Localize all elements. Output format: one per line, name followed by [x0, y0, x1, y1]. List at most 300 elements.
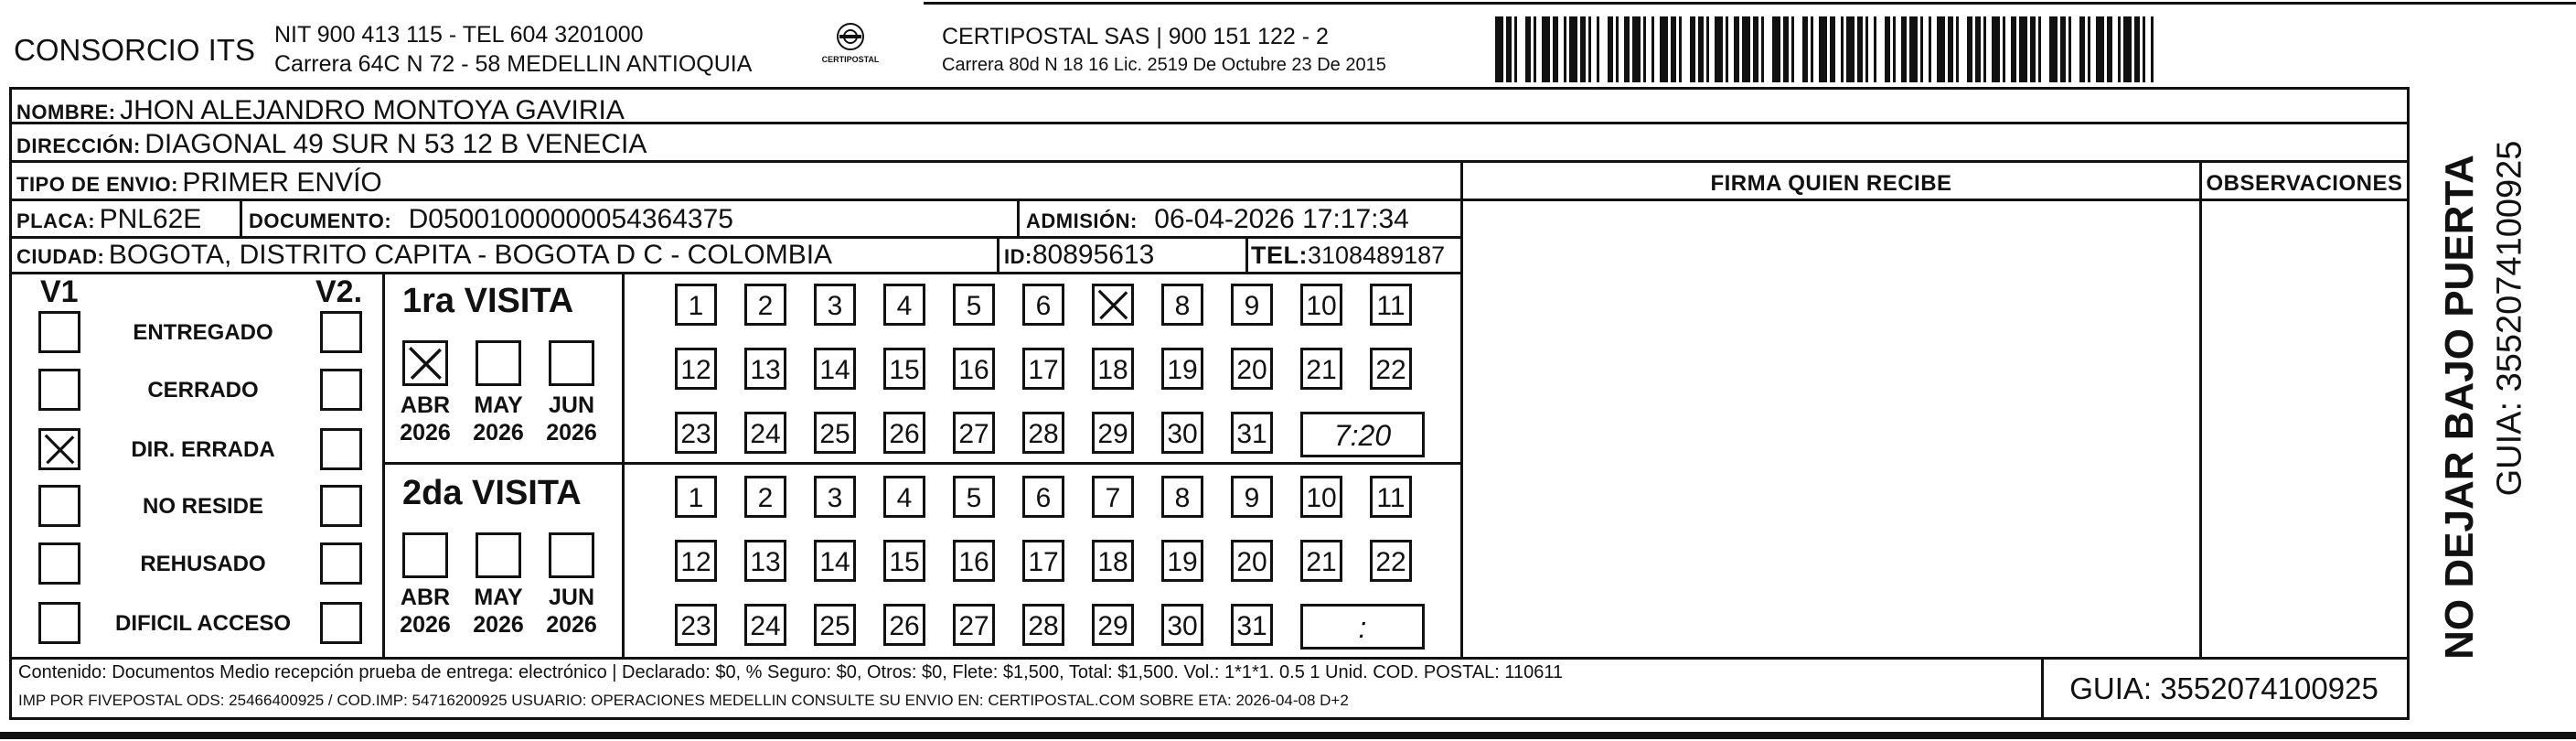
- firma-header: FIRMA QUIEN RECIBE: [1710, 171, 1952, 196]
- day-box[interactable]: [814, 284, 856, 326]
- day-box[interactable]: [1161, 604, 1203, 646]
- barcode-bar: [1525, 16, 1531, 82]
- visit-title: 1ra VISITA: [402, 282, 574, 320]
- footer-guia: GUIA: 3552074100925: [2069, 671, 2378, 705]
- barcode-bar: [2068, 16, 2071, 82]
- tel-row: [1251, 242, 1445, 270]
- day-box[interactable]: [744, 348, 786, 390]
- barcode-bar: [1706, 16, 1709, 82]
- day-box[interactable]: [1161, 412, 1203, 454]
- certipostal-logo: [814, 20, 887, 75]
- day-box[interactable]: [953, 540, 995, 582]
- barcode-bar: [1956, 16, 1959, 82]
- carrier-line: CERTIPOSTAL SAS | 900 151 122 - 2: [942, 24, 1329, 49]
- day-number: 31: [1236, 419, 1267, 449]
- day-number: 3: [827, 483, 843, 513]
- visit-time-box[interactable]: [1300, 412, 1425, 457]
- month-year: 2026: [400, 420, 451, 446]
- day-box[interactable]: [1231, 348, 1273, 390]
- barcode-bar: [2096, 16, 2104, 82]
- visit-time-box[interactable]: [1300, 604, 1425, 650]
- admision-divider: [1017, 199, 1020, 236]
- tipo-envio-value: PRIMER ENVÍO: [182, 167, 382, 198]
- month-checkbox[interactable]: [549, 340, 594, 386]
- day-box[interactable]: [1231, 540, 1273, 582]
- v1-checkbox[interactable]: [38, 485, 80, 527]
- barcode-bar: [1726, 16, 1728, 82]
- day-box[interactable]: [883, 476, 925, 518]
- obs-left-border: [2199, 160, 2202, 659]
- visit-divider: [382, 462, 1463, 465]
- day-number: 18: [1097, 547, 1128, 577]
- barcode-bar: [1772, 16, 1780, 82]
- barcode-bar: [1830, 16, 1835, 82]
- no-dejar-warning: NO DEJAR BAJO PUERTA: [2437, 155, 2482, 660]
- footer-contenido: Contenido: Documentos Medio recepción prueba de entrega: electrónico | Declarado: $0, % Seguro: $0, Otros: $0, Flete: $1,500, Total: $1,500. Vol.: 1*1*1. 0.5 1 Unid. COD. POSTAL: 110611: [18, 662, 1564, 682]
- certipostal-logo-icon: [814, 20, 887, 75]
- barcode-bar: [2143, 16, 2145, 82]
- barcode-bar: [1846, 16, 1855, 82]
- month-name: MAY: [474, 585, 523, 610]
- day-box[interactable]: [883, 412, 925, 454]
- day-number: 1: [688, 291, 704, 321]
- day-number: 12: [680, 355, 711, 385]
- day-box[interactable]: [744, 412, 786, 454]
- day-box[interactable]: [1092, 284, 1134, 326]
- day-box[interactable]: [1161, 476, 1203, 518]
- top-rule: [924, 2, 2576, 5]
- day-number: 8: [1174, 483, 1191, 513]
- day-box[interactable]: [1092, 348, 1134, 390]
- barcode-bar: [1690, 16, 1695, 82]
- day-box[interactable]: [953, 284, 995, 326]
- day-number: 9: [1244, 483, 1260, 513]
- tel-label: TEL:: [1251, 242, 1308, 269]
- day-box[interactable]: [1092, 604, 1134, 646]
- day-number: 8: [1174, 291, 1191, 321]
- day-number: 6: [1035, 483, 1052, 513]
- day-number: 10: [1306, 483, 1337, 513]
- day-box[interactable]: [1231, 476, 1273, 518]
- status-label: REHUSADO: [140, 552, 266, 576]
- v2-checkbox[interactable]: [320, 369, 362, 411]
- day-box[interactable]: [883, 604, 925, 646]
- barcode-bar: [2011, 16, 2016, 82]
- v2-checkbox[interactable]: [320, 542, 362, 585]
- barcode-bar: [1901, 16, 1907, 82]
- v1-checkbox[interactable]: [38, 428, 80, 470]
- month-checkbox[interactable]: [402, 532, 448, 578]
- day-box[interactable]: [1022, 284, 1064, 326]
- barcode-bar: [2049, 16, 2058, 82]
- v1-label: V1: [40, 274, 79, 309]
- observaciones-header: OBSERVACIONES: [2206, 171, 2403, 196]
- day-number: 5: [966, 483, 982, 513]
- barcode-bar: [1967, 16, 1972, 82]
- carrier-license: Carrera 80d N 18 16 Lic. 2519 De Octubre 23 De 2015: [942, 55, 1386, 75]
- month-year: 2026: [546, 420, 597, 446]
- day-number: 11: [1376, 291, 1406, 321]
- day-box[interactable]: [1092, 540, 1134, 582]
- month-label: [540, 392, 604, 446]
- day-box[interactable]: [675, 412, 717, 454]
- month-name: ABR: [400, 585, 451, 610]
- barcode-bar: [1597, 16, 1599, 82]
- status-label: CERRADO: [147, 378, 259, 403]
- v1-checkbox[interactable]: [38, 602, 80, 644]
- day-number: 30: [1167, 611, 1198, 641]
- month-year: 2026: [473, 612, 524, 638]
- v1-checkbox[interactable]: [38, 369, 80, 411]
- day-number: 25: [819, 611, 850, 641]
- month-label: [540, 584, 604, 639]
- barcode-bar: [1865, 16, 1868, 82]
- v2-checkbox[interactable]: [320, 485, 362, 527]
- barcode-bar: [1616, 16, 1619, 82]
- day-box[interactable]: [1022, 476, 1064, 518]
- day-box[interactable]: [744, 540, 786, 582]
- barcode-bar: [2019, 16, 2027, 82]
- day-number: 12: [680, 547, 711, 577]
- day-number: 20: [1236, 547, 1267, 577]
- day-box[interactable]: [1161, 348, 1203, 390]
- row-line-3b: [1463, 199, 2410, 201]
- month-checkbox[interactable]: [549, 532, 594, 578]
- day-number: 22: [1375, 547, 1406, 577]
- day-number: 30: [1167, 419, 1198, 449]
- frame-bottom: [9, 717, 2410, 720]
- day-number: 19: [1167, 547, 1198, 577]
- barcode-bar: [1643, 16, 1646, 82]
- day-number: 22: [1375, 355, 1406, 385]
- day-number: 1: [688, 483, 704, 513]
- day-number: 18: [1097, 355, 1128, 385]
- day-box[interactable]: [744, 476, 786, 518]
- frame-left: [9, 87, 12, 718]
- day-number: 2: [757, 483, 774, 513]
- documento-row: [249, 204, 733, 235]
- placa-label: PLACA:: [16, 209, 96, 232]
- admision-row: [1026, 204, 1409, 235]
- barcode-bar: [1580, 16, 1586, 82]
- barcode-bar: [2030, 16, 2036, 82]
- day-number: 29: [1097, 611, 1128, 641]
- barcode-bar: [1624, 16, 1630, 82]
- day-number: 26: [889, 419, 920, 449]
- day-number: 17: [1028, 355, 1059, 385]
- day-number: 20: [1236, 355, 1267, 385]
- company-address: Carrera 64C N 72 - 58 MEDELLIN ANTIOQUIA: [274, 51, 753, 77]
- day-box[interactable]: [675, 604, 717, 646]
- day-box[interactable]: [1022, 412, 1064, 454]
- barcode-bar: [1841, 16, 1844, 82]
- barcode-bar: [1948, 16, 1953, 82]
- day-number: 24: [750, 419, 781, 449]
- documento-label: DOCUMENTO:: [249, 209, 392, 232]
- month-name: ABR: [400, 392, 451, 418]
- day-number: 23: [680, 419, 711, 449]
- day-number: 2: [757, 291, 774, 321]
- v2-checkbox[interactable]: [320, 311, 362, 353]
- barcode-bar: [2107, 16, 2112, 82]
- direccion-row: [16, 129, 647, 160]
- barcode-bar: [1564, 16, 1566, 82]
- tipo-envio-label: TIPO DE ENVIO:: [16, 173, 178, 196]
- nombre-value: JHON ALEJANDRO MONTOYA GAVIRIA: [120, 95, 625, 125]
- day-number: 27: [958, 419, 989, 449]
- v2-checkbox[interactable]: [320, 428, 362, 470]
- day-number: 9: [1244, 291, 1260, 321]
- day-box[interactable]: [1370, 284, 1412, 326]
- day-number: 10: [1306, 291, 1337, 321]
- day-box[interactable]: [814, 476, 856, 518]
- direccion-value: DIAGONAL 49 SUR N 53 12 B VENECIA: [144, 129, 647, 159]
- barcode-bar: [1857, 16, 1863, 82]
- day-number: 28: [1028, 419, 1059, 449]
- company-name: CONSORCIO ITS: [14, 33, 256, 67]
- id-divider: [997, 236, 999, 272]
- day-box[interactable]: [883, 540, 925, 582]
- day-box[interactable]: [1231, 412, 1273, 454]
- barcode-bar: [1569, 16, 1577, 82]
- ciudad-value: BOGOTA, DISTRITO CAPITA - BOGOTA D C - COLOMBIA: [108, 240, 833, 270]
- v2-checkbox[interactable]: [320, 602, 362, 644]
- day-box[interactable]: [814, 540, 856, 582]
- month-checkbox[interactable]: [476, 532, 521, 578]
- day-number: 19: [1167, 355, 1198, 385]
- day-number: 15: [889, 547, 920, 577]
- month-year: 2026: [400, 612, 451, 638]
- day-box[interactable]: [1161, 540, 1203, 582]
- month-name: JUN: [548, 585, 594, 610]
- day-number: 13: [750, 355, 781, 385]
- day-box[interactable]: [1231, 284, 1273, 326]
- day-number: 4: [896, 483, 913, 513]
- barcode-bar: [1671, 16, 1676, 82]
- documento-value: D05001000000054364375: [408, 204, 733, 234]
- nombre-row: [16, 95, 625, 126]
- day-box[interactable]: [1300, 476, 1342, 518]
- day-number: 11: [1376, 483, 1406, 513]
- day-box[interactable]: [675, 348, 717, 390]
- id-value: 80895613: [1031, 240, 1155, 270]
- day-number: 29: [1097, 419, 1128, 449]
- barcode-bar: [1885, 16, 1890, 82]
- day-box[interactable]: [814, 412, 856, 454]
- day-number: 27: [958, 611, 989, 641]
- barcode-bar: [1893, 16, 1896, 82]
- barcode-bar: [1802, 16, 1808, 82]
- day-box[interactable]: [675, 284, 717, 326]
- day-number: 6: [1035, 291, 1052, 321]
- visit-time: 7:20: [1333, 419, 1392, 452]
- logo-text: CERTIPOSTAL: [821, 55, 880, 64]
- barcode-bar: [2038, 16, 2041, 82]
- barcode-bar: [2060, 16, 2066, 82]
- barcode-bar: [1588, 16, 1591, 82]
- nombre-label: NOMBRE:: [16, 101, 116, 124]
- direccion-label: DIRECCIÓN:: [16, 134, 141, 157]
- month-year: 2026: [546, 612, 597, 638]
- status-right-border: [382, 272, 385, 659]
- barcode-bar: [2151, 16, 2154, 82]
- nit-line: NIT 900 413 115 - TEL 604 3201000: [274, 22, 644, 48]
- barcode-bar: [1811, 16, 1813, 82]
- day-box[interactable]: [1370, 476, 1412, 518]
- barcode-bar: [2079, 16, 2085, 82]
- barcode-bar: [1632, 16, 1641, 82]
- day-number: 17: [1028, 547, 1059, 577]
- visit-time: :: [1358, 611, 1367, 644]
- day-box[interactable]: [1370, 540, 1412, 582]
- barcode-bar: [1929, 16, 1931, 82]
- v1-checkbox[interactable]: [38, 542, 80, 585]
- day-box[interactable]: [814, 348, 856, 390]
- barcode-bar: [2134, 16, 2140, 82]
- firma-left-border: [1460, 160, 1463, 659]
- day-number: 28: [1028, 611, 1059, 641]
- barcode-bar: [1920, 16, 1923, 82]
- day-box[interactable]: [883, 284, 925, 326]
- day-box[interactable]: [1231, 604, 1273, 646]
- day-box[interactable]: [1022, 540, 1064, 582]
- day-box[interactable]: [675, 540, 717, 582]
- day-number: 3: [827, 291, 843, 321]
- day-box[interactable]: [1092, 476, 1134, 518]
- month-checkbox[interactable]: [402, 340, 448, 386]
- barcode-bar: [1698, 16, 1704, 82]
- day-number: 21: [1306, 547, 1337, 577]
- barcode-bar: [1975, 16, 1981, 82]
- barcode-bar: [2003, 16, 2005, 82]
- barcode-bar: [1761, 16, 1764, 82]
- day-number: 7: [1105, 483, 1121, 513]
- day-box[interactable]: [883, 348, 925, 390]
- day-box[interactable]: [1300, 540, 1342, 582]
- barcode-bar: [1753, 16, 1758, 82]
- status-label: DIR. ERRADA: [131, 437, 275, 462]
- month-label: [466, 392, 530, 446]
- day-box[interactable]: [953, 604, 995, 646]
- barcode-bar: [2123, 16, 2132, 82]
- row-line-2: [9, 160, 2410, 163]
- barcode-bar: [1542, 16, 1550, 82]
- day-box[interactable]: [1092, 412, 1134, 454]
- month-label: [393, 584, 457, 639]
- barcode: [1495, 16, 2154, 82]
- barcode-bar: [1660, 16, 1668, 82]
- day-box[interactable]: [1300, 348, 1342, 390]
- footer-imp: IMP POR FIVEPOSTAL ODS: 25466400925 / COD.IMP: 54716200925 USUARIO: OPERACIONES MEDELLIN CONSULTE SU ENVIO EN: CERTIPOSTAL.COM SOBRE ETA: 2026-04-08 D+2: [18, 692, 1349, 709]
- barcode-bar: [1791, 16, 1794, 82]
- day-box[interactable]: [1370, 348, 1412, 390]
- tipo-envio-row: [16, 167, 382, 199]
- barcode-bar: [1534, 16, 1536, 82]
- day-number: 21: [1306, 355, 1337, 385]
- day-box[interactable]: [953, 476, 995, 518]
- side-guia: GUIA: 3552074100925: [2490, 140, 2529, 497]
- ciudad-row: [16, 240, 832, 271]
- barcode-bar: [2088, 16, 2090, 82]
- barcode-bar: [1983, 16, 1986, 82]
- barcode-bar: [1937, 16, 1945, 82]
- day-box[interactable]: [1022, 604, 1064, 646]
- id-row: [1004, 240, 1154, 271]
- barcode-bar: [1553, 16, 1558, 82]
- status-label: NO RESIDE: [142, 494, 264, 519]
- v2-label: V2.: [315, 274, 363, 309]
- admision-label: ADMISIÓN:: [1026, 209, 1138, 232]
- barcode-bar: [1742, 16, 1750, 82]
- row-line-3: [9, 199, 1463, 201]
- frame-top: [9, 87, 2410, 90]
- day-box[interactable]: [1300, 284, 1342, 326]
- placa-row: [16, 204, 201, 235]
- bottom-edge: [0, 732, 2576, 739]
- barcode-bar: [1992, 16, 2000, 82]
- barcode-bar: [2118, 16, 2121, 82]
- frame-right: [2407, 87, 2410, 718]
- footer-top-rule: [9, 657, 2410, 660]
- barcode-bar: [1514, 16, 1517, 82]
- day-box[interactable]: [953, 412, 995, 454]
- barcode-bar: [1909, 16, 1918, 82]
- month-year: 2026: [473, 420, 524, 446]
- row-line-5: [9, 272, 1463, 274]
- barcode-bar: [1783, 16, 1789, 82]
- day-number: 16: [958, 355, 989, 385]
- day-number: 25: [819, 419, 850, 449]
- admision-value: 06-04-2026 17:17:34: [1154, 204, 1409, 234]
- day-box[interactable]: [1161, 284, 1203, 326]
- status-label: ENTREGADO: [133, 320, 273, 345]
- visit-title: 2da VISITA: [402, 474, 582, 512]
- day-number: 5: [966, 291, 982, 321]
- month-label: [466, 584, 530, 639]
- day-box[interactable]: [953, 348, 995, 390]
- day-number: 24: [750, 611, 781, 641]
- day-box[interactable]: [675, 476, 717, 518]
- barcode-bar: [1715, 16, 1723, 82]
- tel-value: 3108489187: [1308, 242, 1446, 269]
- day-box[interactable]: [744, 604, 786, 646]
- day-box[interactable]: [1022, 348, 1064, 390]
- barcode-bar: [1734, 16, 1739, 82]
- tel-divider: [1245, 236, 1248, 272]
- month-label: [393, 392, 457, 446]
- day-box[interactable]: [744, 284, 786, 326]
- ciudad-label: CIUDAD:: [16, 245, 105, 268]
- id-label: ID:: [1004, 245, 1032, 268]
- day-number: 14: [819, 547, 850, 577]
- barcode-bar: [1495, 16, 1503, 82]
- barcode-bar: [1608, 16, 1613, 82]
- barcode-bar: [1506, 16, 1512, 82]
- day-number: 16: [958, 547, 989, 577]
- v1-checkbox[interactable]: [38, 311, 80, 353]
- placa-value: PNL62E: [99, 204, 202, 234]
- barcode-bar: [1679, 16, 1682, 82]
- day-box[interactable]: [814, 604, 856, 646]
- visit-months-border: [622, 272, 625, 659]
- day-number: 26: [889, 611, 920, 641]
- placa-divider: [240, 199, 242, 236]
- month-checkbox[interactable]: [476, 340, 521, 386]
- day-number: 13: [750, 547, 781, 577]
- day-number: 14: [819, 355, 850, 385]
- day-number: 4: [896, 291, 913, 321]
- status-label: DIFICIL ACCESO: [114, 611, 291, 636]
